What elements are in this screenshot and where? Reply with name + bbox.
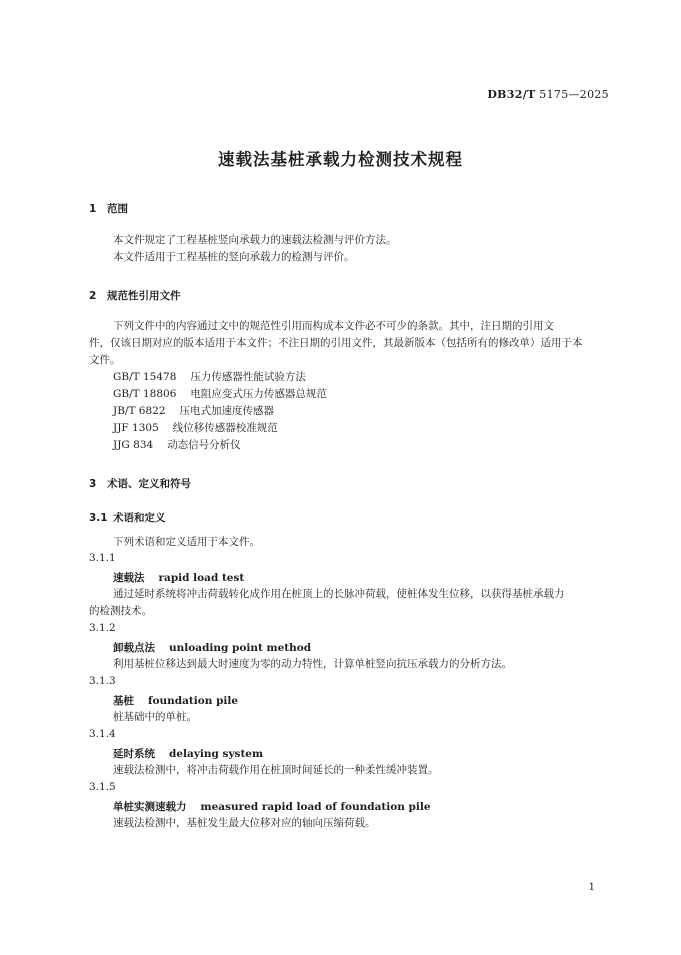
section-2-heading (89, 288, 181, 303)
reference-item (113, 369, 306, 386)
standard-identifier (487, 88, 609, 101)
paragraph: 下列术语和定义适用于本文件。 (113, 536, 260, 548)
clause-number: 3.1.1 (89, 552, 116, 564)
reference-item (113, 437, 241, 454)
term-entry (113, 799, 431, 814)
section-title: 范围 (107, 203, 128, 215)
term-zh: 基桩 (113, 695, 134, 707)
reference-name: 压力传感器性能试验方法 (190, 371, 306, 383)
reference-code: GB/T 15478 (113, 371, 177, 383)
term-entry (113, 570, 244, 585)
clause-number: 3.1.5 (89, 781, 116, 793)
definition-line: 的检测技术。 (89, 605, 152, 617)
page-number: 1 (588, 882, 595, 893)
term-zh: 延时系统 (113, 748, 155, 760)
reference-name: 线位移传感器校准规范 (172, 422, 278, 434)
clause-number: 3.1.3 (89, 675, 116, 687)
term-en: measured rapid load of foundation pile (200, 801, 431, 813)
paragraph: 本文件规定了工程基桩竖向承载力的速载法检测与评价方法。 (113, 234, 397, 246)
section-number: 3 (89, 478, 97, 490)
document-title: 速载法基桩承载力检测技术规程 (218, 150, 463, 169)
term-entry (113, 640, 311, 655)
term-entry (113, 746, 263, 761)
definition-line: 速载法检测中，基桩发生最大位移对应的轴向压缩荷载。 (113, 817, 376, 829)
section-title: 规范性引用文件 (107, 290, 181, 302)
term-en: foundation pile (148, 695, 239, 707)
paragraph-line: 件，仅该日期对应的版本适用于本文件；不注日期的引用文件，其最新版本（包括所有的修改单）适用于本 (89, 337, 583, 349)
paragraph-line: 下列文件中的内容通过文中的规范性引用而构成本文件必不可少的条款。其中，注日期的引用文 (113, 320, 554, 332)
reference-name: 电阻应变式压力传感器总规范 (190, 388, 327, 400)
clause-number: 3.1.2 (89, 622, 116, 634)
paragraph: 本文件适用于工程基桩的竖向承载力的检测与评价。 (113, 251, 355, 263)
reference-item (113, 403, 274, 420)
subsection-3-1-heading (89, 510, 166, 525)
definition-line: 通过延时系统将冲击荷载转化成作用在桩顶上的长脉冲荷载，使桩体发生位移，以获得基桩承载力 (113, 588, 565, 600)
reference-code: JJF 1305 (113, 422, 159, 434)
section-1-heading (89, 201, 128, 216)
term-en: delaying system (169, 748, 264, 760)
definition-line: 速载法检测中，将冲击荷载作用在桩顶时间延长的一种柔性缓冲装置。 (113, 764, 439, 776)
subsection-number: 3.1 (89, 512, 108, 524)
section-number: 1 (89, 203, 97, 215)
reference-name: 动态信号分析仪 (167, 439, 241, 451)
definition-line: 利用基桩位移达到最大时速度为零的动力特性，计算单桩竖向抗压承载力的分析方法。 (113, 658, 512, 670)
reference-item (113, 420, 278, 437)
standard-number: 5175—2025 (539, 88, 609, 101)
definition-line: 桩基础中的单桩。 (113, 711, 197, 723)
reference-code: JJG 834 (113, 439, 154, 451)
reference-code: GB/T 18806 (113, 388, 177, 400)
term-zh: 单桩实测速载力 (113, 801, 187, 813)
term-en: unloading point method (169, 642, 312, 654)
term-zh: 速载法 (113, 572, 145, 584)
section-title: 术语、定义和符号 (107, 478, 191, 490)
term-zh: 卸载点法 (113, 642, 155, 654)
term-en: rapid load test (158, 572, 245, 584)
standard-code: DB32/T (487, 88, 536, 101)
term-entry (113, 693, 238, 708)
reference-item (113, 386, 327, 403)
paragraph-line: 文件。 (89, 354, 121, 366)
section-number: 2 (89, 290, 97, 302)
reference-name: 压电式加速度传感器 (179, 405, 275, 417)
clause-number: 3.1.4 (89, 728, 116, 740)
reference-code: JB/T 6822 (113, 405, 166, 417)
section-3-heading (89, 476, 191, 491)
subsection-title: 术语和定义 (113, 512, 166, 524)
